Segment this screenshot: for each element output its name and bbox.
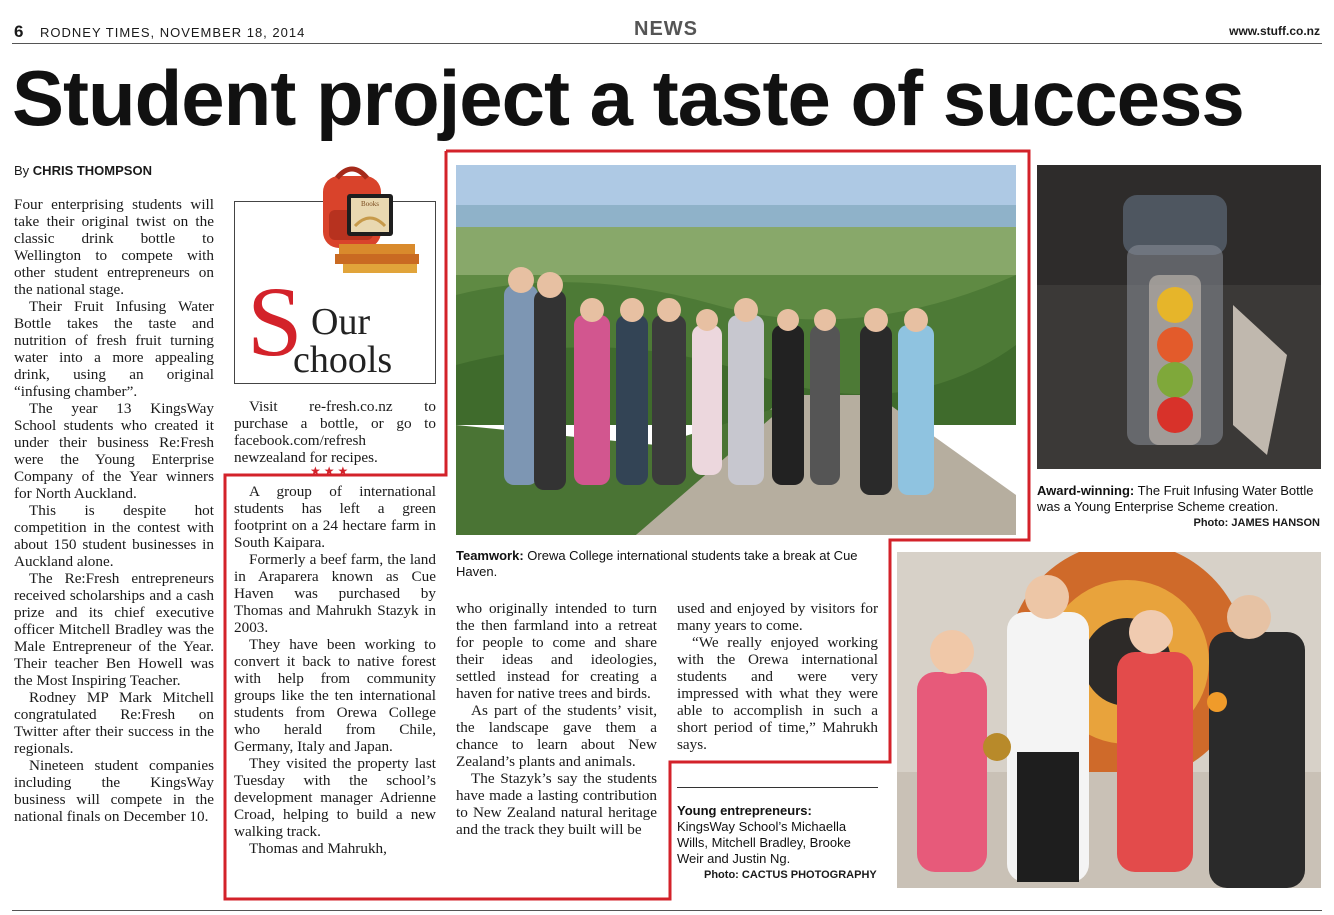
paragraph: Thomas and Mahrukh,: [249, 840, 387, 857]
closing-note: Visit re-fresh.co.nz to purchase a bottle, or go to facebook.com/refresh newzealand for recipes.: [234, 398, 436, 466]
paragraph: Nineteen student companies including the KingsWay business will compete in the national finals on December 10.: [14, 757, 214, 825]
section-label: NEWS: [634, 18, 698, 40]
paragraph: A group of international students has left a green footprint on a 24 hectare farm in South Kaipara.: [234, 483, 436, 551]
paragraph: Formerly a beef farm, the land in Araparera known as Cue Haven was purchased by Thomas and Mahrukh Stazyk in 2003.: [234, 551, 436, 636]
fruit-bottle-image: [1037, 165, 1321, 469]
our-schools-logo: [234, 201, 436, 384]
logo-letter-s: S: [247, 266, 303, 377]
backpack-books-icon: [299, 166, 429, 284]
paragraph: who originally intended to turn the then farmland into a retreat for people to come and share their ideas and ideologies, settled instead for creating a haven for native trees and birds.: [456, 600, 657, 702]
article2-column-b: [456, 600, 657, 838]
bottle-caption: [1037, 483, 1321, 515]
article2-column-a: [234, 483, 436, 857]
paragraph: used and enjoyed by visitors for many years to come.: [677, 600, 878, 634]
caption-rule: [677, 787, 878, 788]
article-closing: [234, 398, 436, 466]
caption-text: The Fruit Infusing Water Bottle was a Young Enterprise Scheme creation.: [1037, 483, 1314, 514]
students-landscape-image: [456, 165, 1016, 535]
entrepreneurs-caption: [677, 803, 878, 867]
paragraph: Four enterprising students will take their original twist on the classic drink bottle to Wellington to compete with other student entrepreneurs on the national stage.: [14, 196, 214, 298]
paragraph: The Re:Fresh entrepreneurs received scholarships and a cash prize and its chief executive officer Mitchell Bradley was the Male Entrepreneur of the Year. Their teacher Ben Howell was the Most Inspiring Teacher.: [14, 570, 214, 689]
byline-prefix: By: [14, 163, 30, 178]
caption-text: Orewa College international students take a break at Cue Haven.: [456, 548, 858, 579]
photo-credit: Photo: JAMES HANSON: [1193, 517, 1320, 529]
article-column-1: [14, 196, 214, 825]
byline: [14, 163, 152, 178]
bottle-photo: [1037, 165, 1321, 469]
caption-lead: Young entrepreneurs:: [677, 803, 812, 818]
byline-author: CHRIS THOMPSON: [32, 163, 152, 178]
caption-lead: Teamwork:: [456, 548, 524, 563]
young-entrepreneurs-image: [897, 552, 1321, 888]
publication-date: RODNEY TIMES, NOVEMBER 18, 2014: [40, 25, 306, 40]
entrepreneurs-photo: [897, 552, 1321, 888]
paragraph: They visited the property last Tuesday with the school’s development manager Adrienne Croad, helping to build a new walking track.: [234, 755, 436, 840]
logo-word-our: Our: [311, 301, 371, 343]
paragraph: “We really enjoyed working with the Orewa international students and were very impressed with what they were able to accomplish in such a short period of time,” Mahrukh says.: [677, 634, 878, 753]
paragraph: The year 13 KingsWay School students who created it under their business Re:Fresh were the Young Enterprise Company of the Year winners for North Auckland.: [14, 400, 214, 502]
paragraph: As part of the students’ visit, the landscape gave them a chance to learn about New Zealand’s plants and animals.: [456, 702, 657, 770]
headline: Student project a taste of success: [12, 54, 1244, 142]
paragraph: The Stazyk’s say the students have made a lasting contribution to New Zealand natural heritage and the track they built will be: [456, 770, 657, 838]
paragraph: Their Fruit Infusing Water Bottle takes the taste and nutrition of fresh fruit turning water into a more appealing drink, using an original “infusing chamber”.: [14, 298, 214, 400]
teamwork-photo: [456, 165, 1016, 535]
section-separator: ★★★: [310, 464, 352, 478]
caption-lead: Award-winning:: [1037, 483, 1135, 498]
website-link[interactable]: www.stuff.co.nz: [1229, 24, 1320, 38]
paragraph: This is despite hot competition in the contest with about 150 student businesses in Auckland alone.: [14, 502, 214, 570]
top-rule: [12, 43, 1322, 44]
paragraph: Rodney MP Mark Mitchell congratulated Re:Fresh on Twitter after their success in the regionals.: [14, 689, 214, 757]
logo-word-chools: chools: [293, 339, 393, 381]
article2-column-c: [677, 600, 878, 753]
teamwork-caption: [456, 548, 896, 580]
bottom-rule: [12, 910, 1322, 911]
caption-text: KingsWay School’s Michaella Wills, Mitchell Bradley, Brooke Weir and Justin Ng.: [677, 819, 851, 866]
paragraph: They have been working to convert it back to native forest with help from community groups like the ten international students from Orewa College who herald from Chile, Germany, Italy and Japan.: [234, 636, 436, 755]
book-label: Books: [361, 200, 379, 208]
page-number: 6: [14, 22, 24, 41]
photo-credit: Photo: CACTUS PHOTOGRAPHY: [704, 869, 877, 881]
